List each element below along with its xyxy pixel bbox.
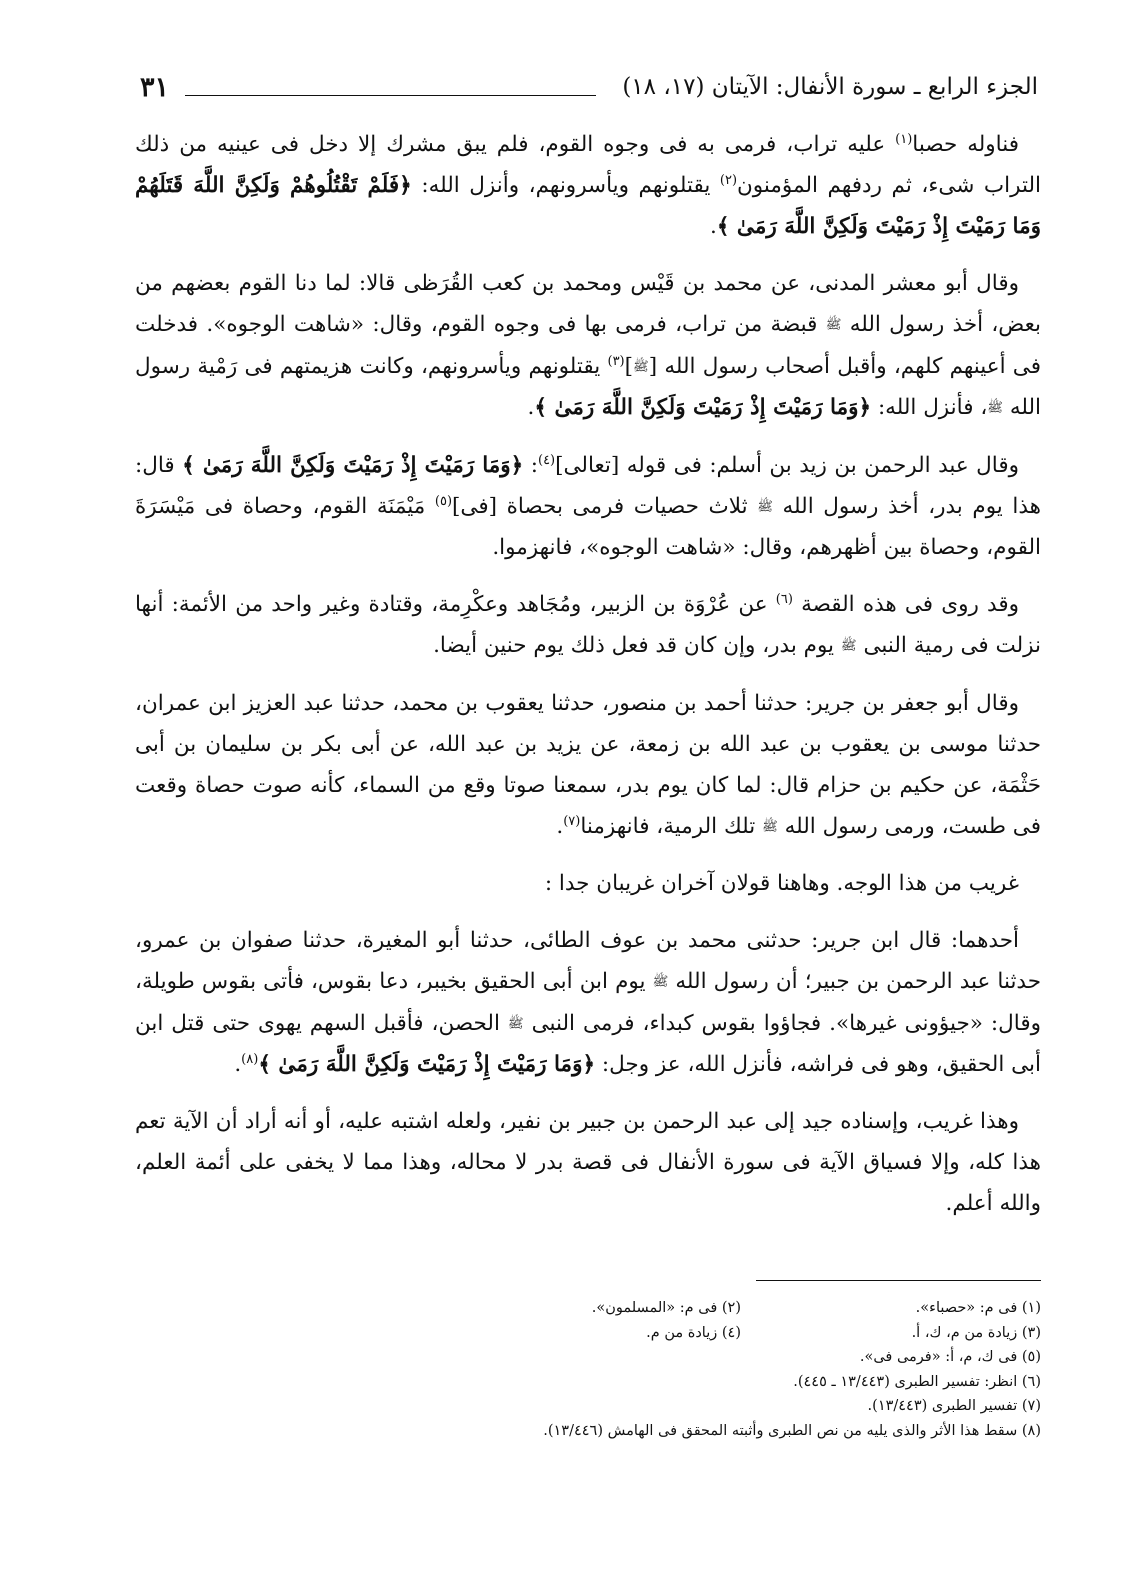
quran-verse: ﴿وَمَا رَمَيْتَ إِذْ رَمَيْتَ وَلَكِنَّ اللَّهَ رَمَىٰ ﴾ <box>534 395 872 420</box>
paragraph <box>135 124 1041 247</box>
text-run: غريب من هذا الوجه. وهاهنا قولان آخران غريبان جدا : <box>544 871 1019 896</box>
text-run: يوم ابن أبى الحقيق بخيبر، دعا بقوس، فأتى بقوس طويلة، وقال: «جيؤونى غيرها». فجاؤوا بقوس كبداء، فرمى النبى <box>135 969 1041 1036</box>
main-text <box>135 124 1041 1240</box>
honorific-symbol: ﷺ <box>987 400 1003 416</box>
footnote-marker: (٨) <box>241 1051 259 1067</box>
footnote-8: (٨) سقط هذا الأثر والذى يليه من نص الطبرى وأثبته المحقق فى الهامش (١٣/٤٤٦). <box>543 1422 1041 1439</box>
text-run: وقال أبو جعفر بن جرير: حدثنا أحمد بن منصور، حدثنا يعقوب بن محمد، حدثنا عبد العزيز ابن عمران، حدثنا موسى بن يعقوب بن عبد الله بن زمعة، عن يزيد بن عبد الله، عن أبى بكر بن سليمان بن أبى حَثْمَة، عن حكيم بن حزام قال: لما كان يوم بدر، سمعنا صوتا وقع من السماء، كأنه صوت حصاة وقعت فى طست، ورمى رسول الله <box>135 690 1041 839</box>
footnote-marker: (٣) <box>607 353 625 369</box>
text-run: تلك الرمية، فانهزمنا <box>580 813 763 839</box>
honorific-symbol: ﷺ <box>757 499 773 514</box>
text-run: أحدهما: قال ابن جرير: حدثنى محمد بن عوف الطائى، حدثنا أبو المغيرة، حدثنا صفوان بن عمرو، حدثنا عبد الرحمن بن جبير؛ أن رسول الله <box>135 928 1042 994</box>
text-run: مَيْمَنَة القوم، وحصاة فى مَيْسَرَةَ القوم، وحصاة بين أظهرهم، وقال: «شاهت الوجوه»، فانهزموا. <box>135 493 1041 560</box>
quran-verse: ﴿فَلَمْ تَقْتُلُوهُمْ وَلَكِنَّ اللَّهَ قَتَلَهُمْ وَمَا رَمَيْتَ إِذْ رَمَيْتَ وَلَكِنَّ اللَّهَ رَمَىٰ ﴾ <box>135 173 1041 239</box>
text-run: عليه تراب، فرمى به فى وجوه القوم، فلم يبق مشرك إلا دخل فى عينيه من ذلك التراب شىء، ثم ردفهم المؤمنون <box>135 132 1041 198</box>
paragraph <box>135 920 1041 1085</box>
quran-verse: ﴿وَمَا رَمَيْتَ إِذْ رَمَيْتَ وَلَكِنَّ اللَّهَ رَمَىٰ ﴾ <box>258 1052 596 1077</box>
paragraph <box>135 584 1041 667</box>
page-number: ٣١ <box>140 72 170 103</box>
running-header-title: الجزء الرابع ـ سورة الأنفال: الآيتان (١٧، ١٨) <box>622 74 1038 100</box>
text-run: وقال أبو معشر المدنى، عن محمد بن قَيْس ومحمد بن كعب القُرَظى قالا: لما دنا القوم بعضهم من بعض، أخذ رسول الله <box>135 271 1041 337</box>
footnote-3: (٣) زيادة من م، ك، أ. <box>911 1324 1041 1341</box>
footnote-1: (١) فى م: «حصباء». <box>915 1300 1041 1316</box>
footnote-marker: (٥) <box>434 493 453 509</box>
paragraph <box>135 863 1041 904</box>
footnote-5: (٥) فى ك، م، أ: «فرمى فى». <box>859 1349 1041 1365</box>
honorific-symbol: ﷺ <box>652 974 669 990</box>
footnote-7: (٧) تفسير الطبرى (١٣/٤٤٣). <box>867 1398 1041 1414</box>
text-run: ] <box>624 353 634 379</box>
text-run: يقتلونهم ويأسرونهم، وكانت هزيمتهم فى رَمْية رسول الله <box>135 353 1041 420</box>
honorific-symbol: ﷺ <box>762 819 778 834</box>
footnote-6: (٦) انظر: تفسير الطبرى (١٣/٤٤٣ ـ ٤٤٥). <box>793 1373 1041 1390</box>
footnote-row <box>135 1296 1041 1321</box>
text-run: . <box>527 395 535 420</box>
text-run: قبضة من تراب، فرمى بها فى وجوه القوم، وقال: «شاهت الوجوه». فدخلت فى أعينهم كلهم، وأقبل أصحاب رسول الله [ <box>135 312 1041 379</box>
paragraph <box>135 445 1041 569</box>
footnote-4: (٤) زيادة من م. <box>646 1324 741 1341</box>
text-run: وهذا غريب، وإسناده جيد إلى عبد الرحمن بن جبير بن نفير، ولعله اشتبه عليه، أو أنه أراد أن الآية تعم هذا كله، وإلا فسياق الآية فى سورة الأنفال فى قصة بدر لا محاله، وهذا مما لا يخفى على أئمة العلم، والله أعلم. <box>135 1109 1041 1216</box>
paragraph <box>135 263 1041 429</box>
footnote-marker: (٦) <box>775 591 793 607</box>
paragraph <box>135 1101 1041 1224</box>
text-run: ، فأنزل الله: <box>871 395 988 420</box>
text-run: فناوله حصبا <box>912 132 1019 157</box>
text-run: عن عُرْوَة بن الزبير، ومُجَاهد وعكْرِمة، وقتادة وغير واحد من الأئمة: أنها نزلت فى رمية النبى <box>135 592 1041 658</box>
paragraph <box>135 683 1041 848</box>
running-header <box>140 72 1038 112</box>
footnote-marker: (٧) <box>563 813 581 829</box>
footnote-marker: (٤) <box>537 452 556 468</box>
quran-verse: ﴿وَمَا رَمَيْتَ إِذْ رَمَيْتَ وَلَكِنَّ اللَّهَ رَمَىٰ ﴾ <box>182 452 524 478</box>
text-run: . <box>234 1052 242 1077</box>
text-run: يوم بدر، وإن كان قد فعل ذلك يوم حنين أيضا. <box>433 633 841 658</box>
text-run: . <box>556 813 564 839</box>
text-run: : <box>523 452 538 478</box>
footnote-rule <box>756 1280 1041 1281</box>
footnote-2: (٢) فى م: «المسلمون». <box>591 1300 741 1316</box>
header-rule <box>185 95 596 96</box>
footnote-row <box>135 1321 1041 1346</box>
text-run: وقال عبد الرحمن بن زيد بن أسلم: فى قوله [تعالى] <box>555 452 1019 478</box>
honorific-symbol: ﷺ <box>633 359 649 374</box>
text-run: ثلاث حصيات فرمى بحصاة [فى] <box>452 493 758 519</box>
text-run: الحصن، فأقبل السهم يهوى حتى قتل ابن أبى الحقيق، وهو فى فراشه، فأنزل الله، عز وجل: <box>135 1010 1041 1077</box>
text-run: قال: هذا يوم بدر، أخذ رسول الله <box>135 452 1041 519</box>
footnote-marker: (١) <box>895 131 913 147</box>
text-run: وقد روى فى هذه القصة <box>792 592 1019 617</box>
honorific-symbol: ﷺ <box>507 1016 524 1031</box>
text-run: يقتلونهم ويأسرونهم، وأنزل الله: <box>411 173 720 198</box>
honorific-symbol: ﷺ <box>825 317 842 333</box>
footnote-list <box>135 1296 1041 1443</box>
text-run: . <box>710 214 717 239</box>
honorific-symbol: ﷺ <box>840 638 857 654</box>
footnote-marker: (٢) <box>719 172 738 188</box>
